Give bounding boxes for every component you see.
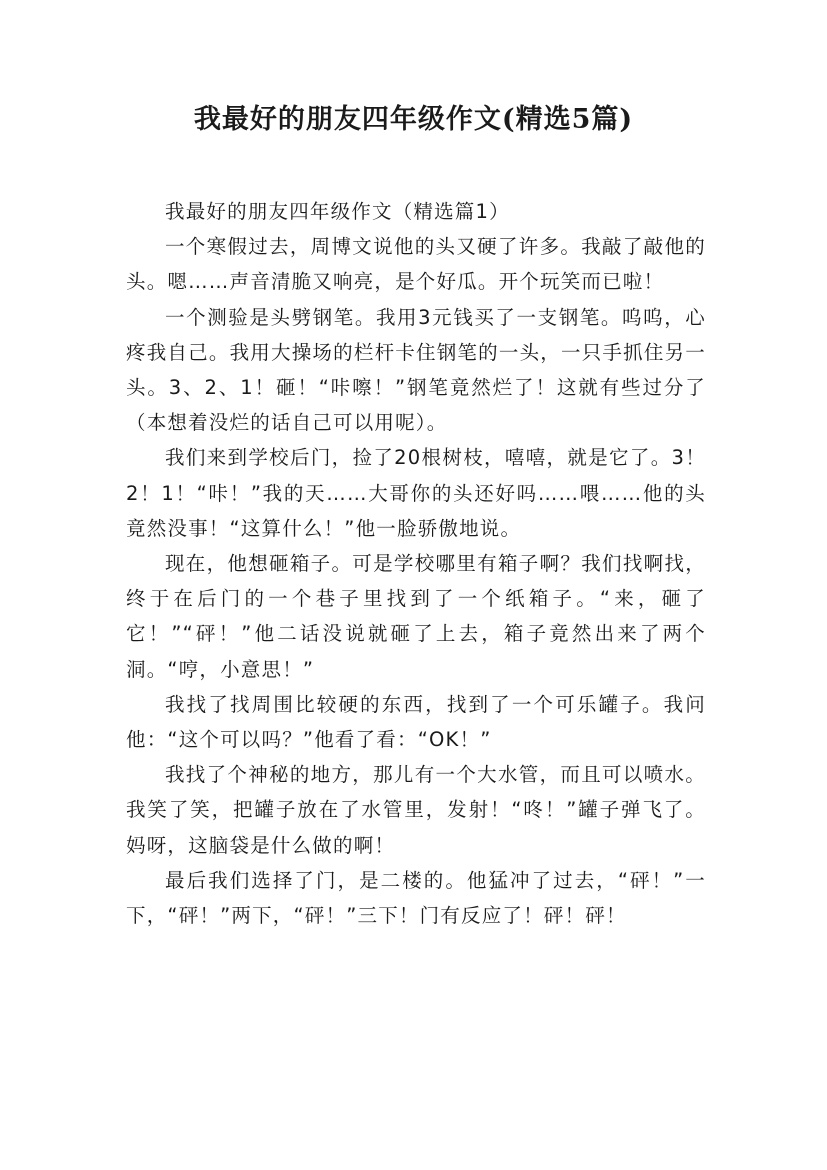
- document-body: [126, 194, 706, 933]
- paragraph: 我找了个神秘的地方，那儿有一个大水管，而且可以喷水。我笑了笑，把罐子放在了水管里，发射！“咚！”罐子弹飞了。妈呀，这脑袋是什么做的啊！: [126, 763, 706, 857]
- document-title: 我最好的朋友四年级作文(精选5篇): [193, 104, 634, 135]
- paragraph: 我们来到学校后门，捡了20根树枝，嘻嘻，就是它了。3！2！1！“咔！”我的天……大哥你的头还好吗……喂……他的头竟然没事！“这算什么！”他一脸骄傲地说。: [126, 446, 706, 540]
- section-heading: 我最好的朋友四年级作文（精选篇1）: [165, 200, 510, 223]
- paragraph: 现在，他想砸箱子。可是学校哪里有箱子啊？我们找啊找，终于在后门的一个巷子里找到了一个纸箱子。“来，砸了它！”“砰！”他二话没说就砸了上去，箱子竟然出来了两个洞。“哼，小意思！”: [126, 552, 706, 681]
- paragraph: 最后我们选择了门，是二楼的。他猛冲了过去，“砰！”一下，“砰！”两下，“砰！”三下！门有反应了！砰！砰！: [126, 868, 706, 928]
- paragraph: 我找了找周围比较硬的东西，找到了一个可乐罐子。我问他：“这个可以吗？”他看了看：“OK！”: [126, 692, 706, 752]
- paragraph: 一个测验是头劈钢笔。我用3元钱买了一支钢笔。呜呜，心疼我自己。我用大操场的栏杆卡住钢笔的一头，一只手抓住另一头。3、2、1！砸！“咔嚓！”钢笔竟然烂了！这就有些过分了（本想着没烂的话自己可以用呢）。: [126, 305, 706, 435]
- paragraph: 一个寒假过去，周博文说他的头又硬了许多。我敲了敲他的头。嗯……声音清脆又响亮，是个好瓜。开个玩笑而已啦！: [126, 235, 706, 294]
